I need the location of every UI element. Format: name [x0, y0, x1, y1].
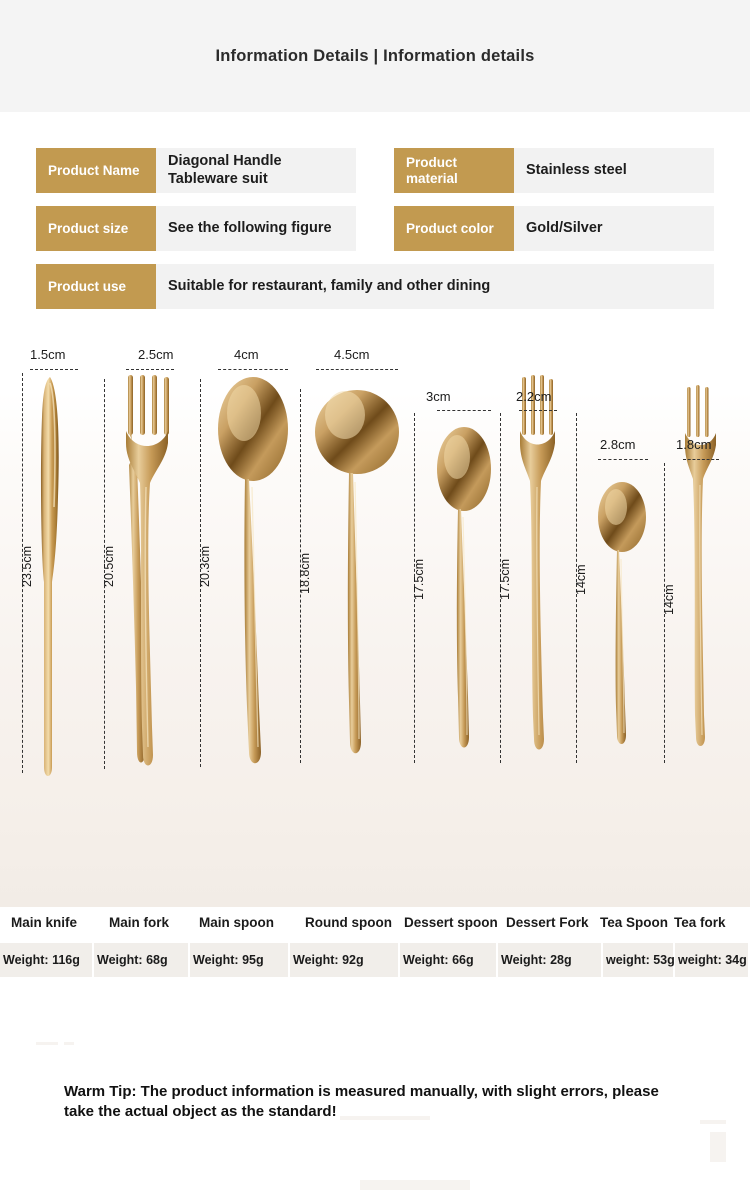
spec-pair-product-material [394, 148, 714, 193]
item-weight-tea-fork: weight: 34g [675, 943, 750, 977]
item-name-main-knife: Main knife [11, 914, 78, 930]
page-title: Information Details | Information details [215, 46, 535, 65]
item-name-main-fork: Main fork [109, 914, 170, 930]
length-label-main-fork: 20.5cm [102, 546, 116, 587]
warm-tip-section [0, 1020, 750, 1200]
width-rule-tea-fork [683, 459, 719, 460]
spec-key-product-name: Product Name [36, 148, 156, 193]
spec-pair-product-color [394, 206, 714, 251]
item-labels [0, 905, 750, 981]
width-rule-tea-spoon [598, 459, 648, 460]
item-name-main-spoon: Main spoon [199, 914, 274, 930]
utensil-dessert-spoon [437, 427, 491, 748]
decorative-shape-5 [710, 1132, 726, 1162]
item-name-dessert-spoon: Dessert spoon [404, 914, 498, 930]
width-label-tea-spoon: 2.8cm [600, 437, 636, 452]
item-name-row [0, 905, 750, 939]
item-weight-dessert-fork: Weight: 28g [498, 943, 603, 977]
specification-table [0, 112, 750, 309]
warm-tip-text: Warm Tip: The product information is measured manually, with slight errors, please take the actual object as the standard! [64, 1083, 659, 1121]
decorative-shape-2 [64, 1042, 74, 1045]
width-rule-dessert-spoon [437, 410, 491, 411]
decorative-shape-4 [700, 1120, 726, 1124]
item-weight-main-spoon: Weight: 95g [190, 943, 290, 977]
item-weight-round-spoon: Weight: 92g [290, 943, 400, 977]
width-label-dessert-fork: 2.2cm [516, 389, 552, 404]
item-weight-main-fork: Weight: 68g [94, 943, 190, 977]
spec-pair-product-name [36, 148, 356, 193]
spec-value-product-name: Diagonal Handle Tableware suit [156, 148, 356, 193]
utensil-tea-spoon [598, 482, 646, 744]
utensil-round-spoon [315, 390, 399, 753]
decorative-shape-1 [36, 1042, 58, 1045]
spec-pair-product-use [36, 264, 714, 309]
spec-row-1 [36, 148, 714, 193]
utensil-main-spoon [218, 377, 288, 763]
item-weight-row [0, 943, 750, 977]
length-label-main-spoon: 20.3cm [198, 546, 212, 587]
decorative-shape-6 [360, 1180, 470, 1190]
width-label-tea-fork: 1.8cm [676, 437, 712, 452]
spec-key-product-color: Product color [394, 206, 514, 251]
spec-value-product-color: Gold/Silver [514, 206, 714, 251]
width-rule-main-knife [30, 369, 78, 370]
item-weight-dessert-spoon: Weight: 66g [400, 943, 498, 977]
width-label-round-spoon: 4.5cm [334, 347, 370, 362]
spec-value-product-use: Suitable for restaurant, family and other dining [156, 264, 714, 309]
item-name-dessert-fork: Dessert Fork [506, 914, 589, 930]
utensil-dessert-fork [520, 375, 555, 750]
utensil-main-knife [41, 377, 59, 776]
length-label-round-spoon: 18.8cm [298, 553, 312, 594]
item-weight-tea-spoon: weight: 53g [603, 943, 675, 977]
width-rule-dessert-fork [519, 410, 557, 411]
spec-key-product-size: Product size [36, 206, 156, 251]
spec-key-product-material: Product material [394, 148, 514, 193]
size-diagram [0, 347, 750, 907]
spec-pair-product-size [36, 206, 356, 251]
width-rule-main-fork [126, 369, 174, 370]
cutlery-illustration [0, 347, 750, 907]
item-name-tea-spoon: Tea Spoon [600, 914, 669, 930]
item-name-tea-fork: Tea fork [674, 914, 726, 930]
spec-value-product-size: See the following figure [156, 206, 356, 251]
width-rule-round-spoon [316, 369, 398, 370]
width-label-main-spoon: 4cm [234, 347, 259, 362]
width-label-main-fork: 2.5cm [138, 347, 174, 362]
spec-key-product-use: Product use [36, 264, 156, 309]
length-label-dessert-fork: 17.5cm [498, 559, 512, 600]
spec-row-3 [36, 264, 714, 309]
item-name-round-spoon: Round spoon [305, 914, 392, 930]
length-label-dessert-spoon: 17.5cm [412, 559, 426, 600]
length-label-tea-fork: 14cm [662, 584, 676, 615]
utensil-main-fork [126, 375, 169, 766]
page-header [0, 0, 750, 112]
width-rule-main-spoon [218, 369, 288, 370]
length-label-tea-spoon: 14cm [574, 564, 588, 595]
spec-row-2 [36, 206, 714, 251]
item-weight-main-knife: Weight: 116g [0, 943, 94, 977]
spec-value-product-material: Stainless steel [514, 148, 714, 193]
length-label-main-knife: 23.5cm [20, 546, 34, 587]
width-label-dessert-spoon: 3cm [426, 389, 451, 404]
width-label-main-knife: 1.5cm [30, 347, 66, 362]
